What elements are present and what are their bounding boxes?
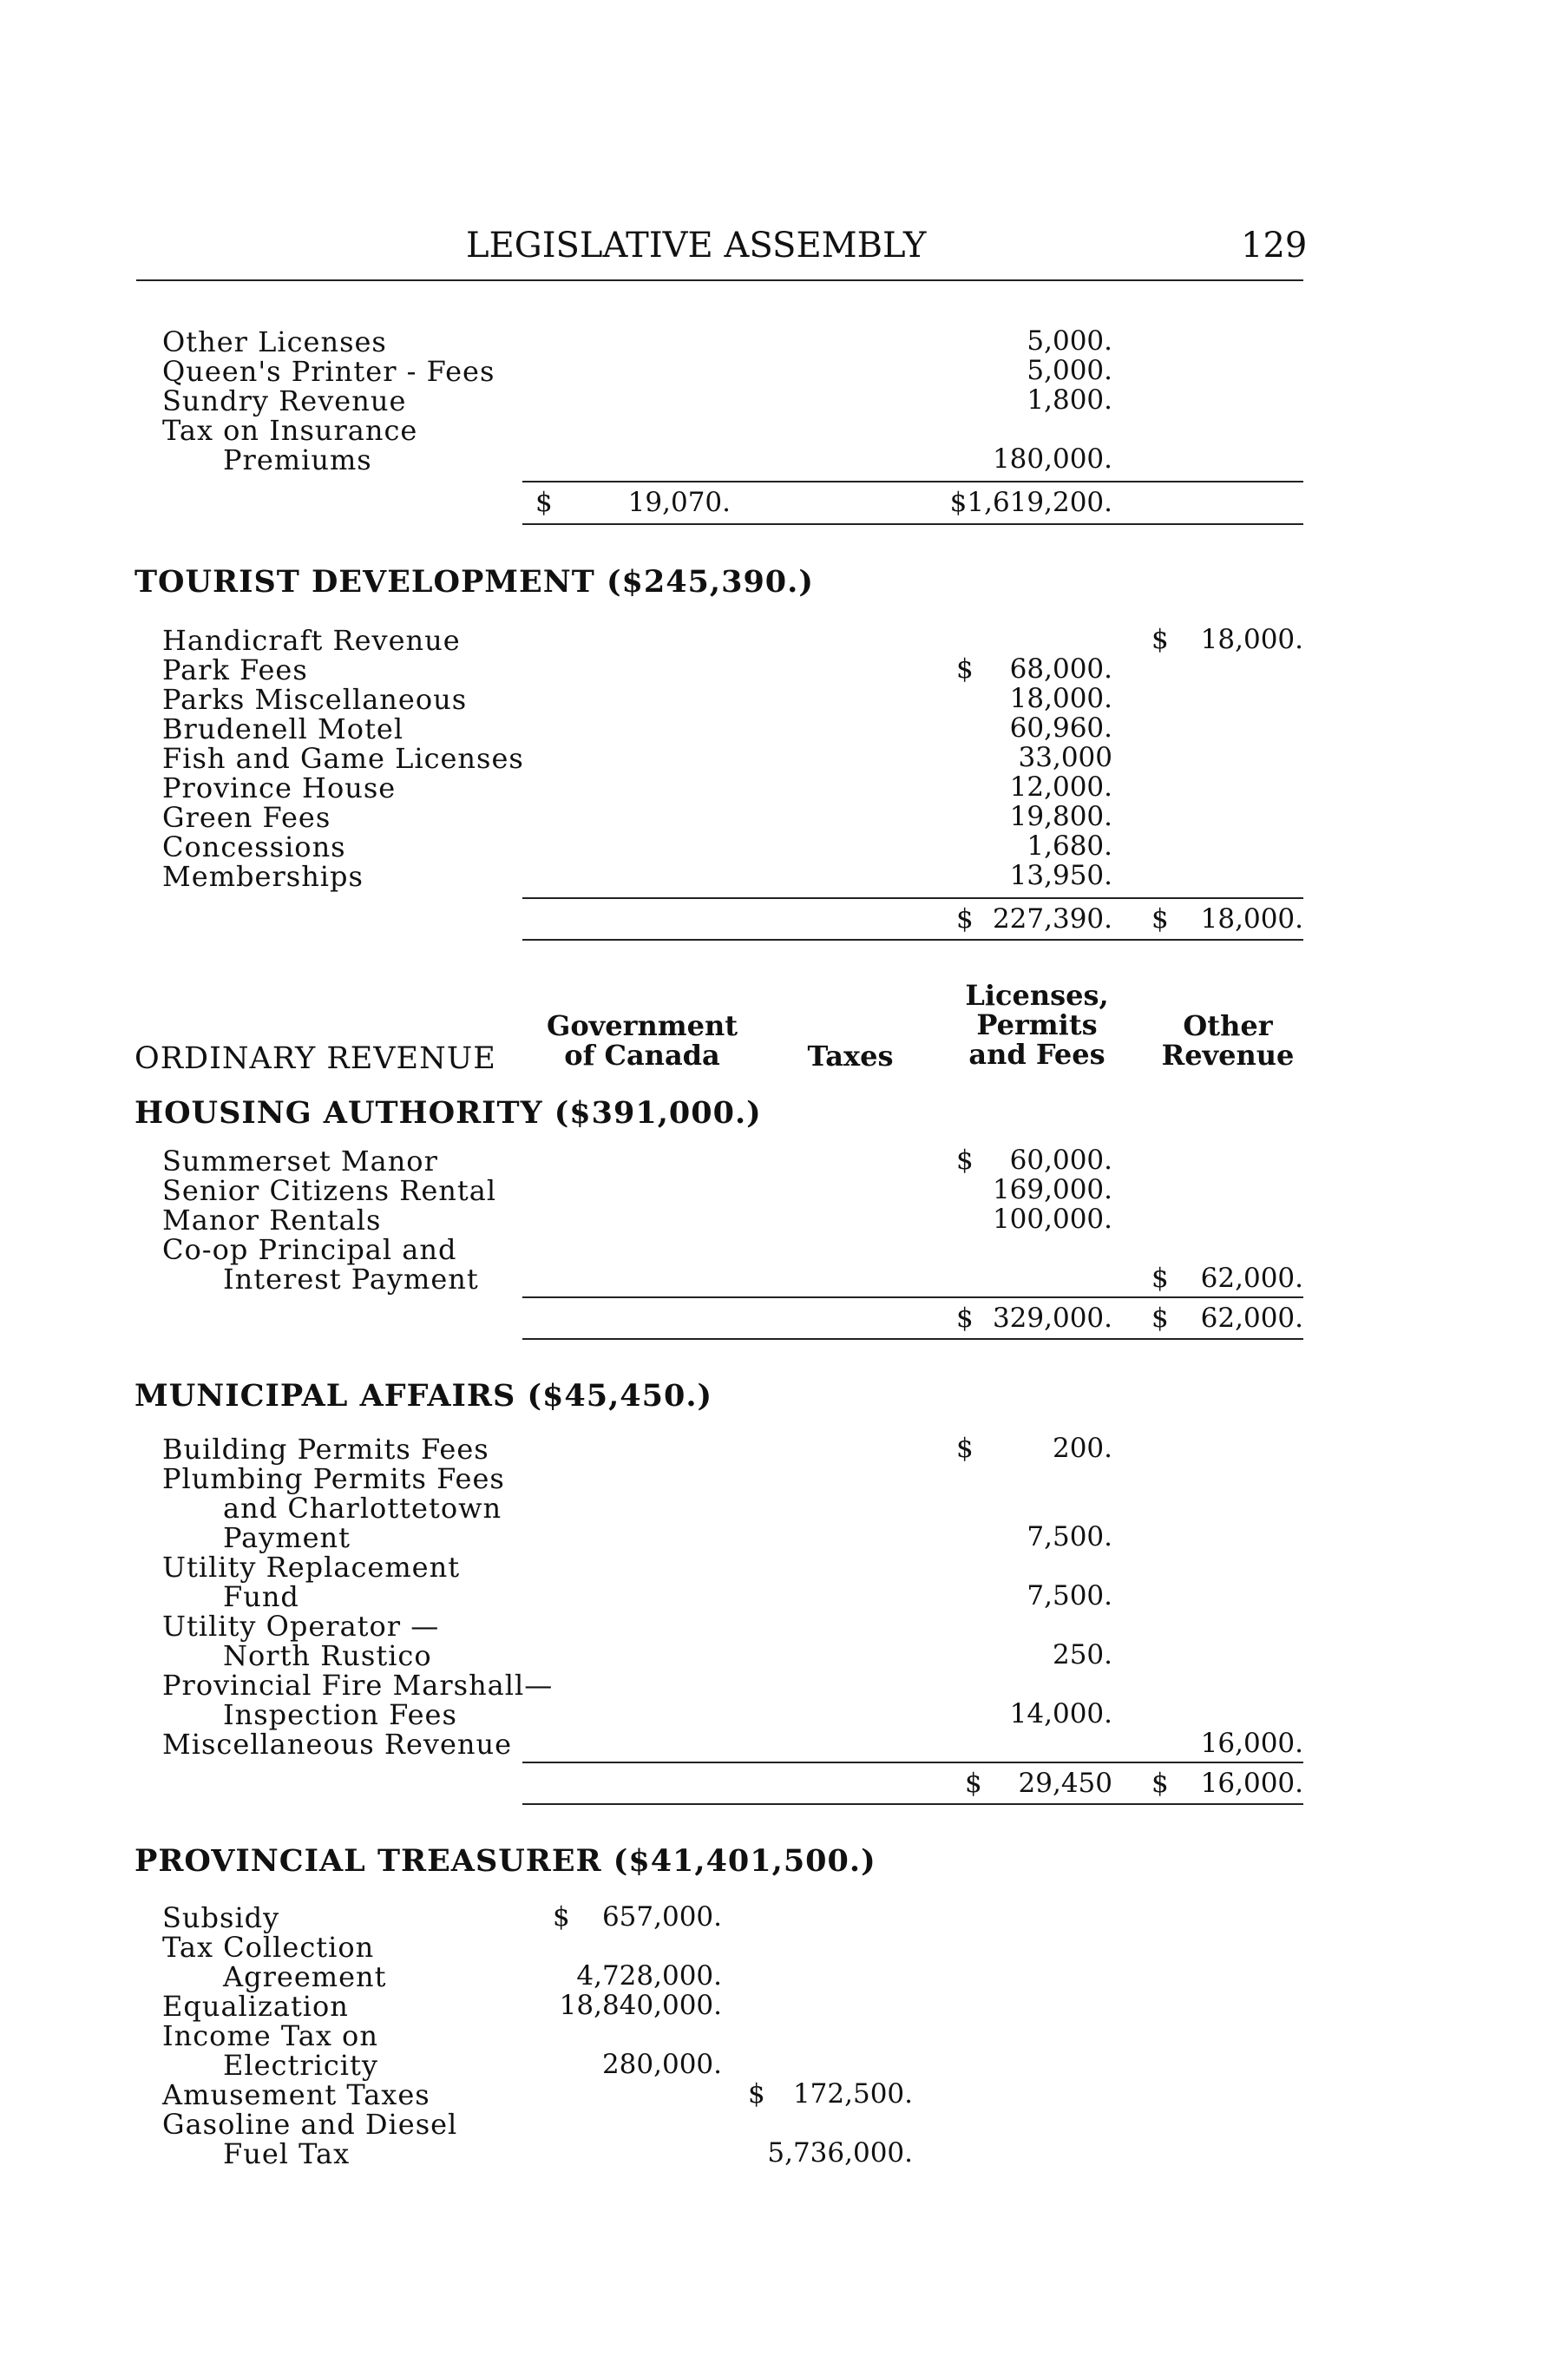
header-rule [136,279,1303,281]
licenses-value: 100,000. [992,1204,1112,1235]
row-label: Payment [223,1521,351,1554]
row-label: Gasoline and Diesel [162,2108,458,2141]
row-label: Tax Collection [162,1931,375,1964]
row-label: Inspection Fees [223,1698,457,1731]
row-label: Other Licenses [162,325,387,358]
row-label: Electricity [223,2049,378,2082]
currency-symbol: $ [956,1145,974,1176]
ordinary-revenue-heading: ORDINARY REVENUE [134,1041,496,1076]
licenses-value: 169,000. [992,1174,1112,1205]
subtotal-rule [522,897,1303,899]
licenses-value: 7,500. [1027,1580,1112,1611]
row-label: Handicraft Revenue [162,624,461,657]
licenses-value: 200. [1052,1433,1112,1464]
licenses-value: 5,000. [1027,355,1112,386]
total-rule [522,1803,1303,1805]
row-label: Manor Rentals [162,1204,382,1237]
row-label: Utility Operator — [162,1610,440,1643]
currency-symbol: $ [1151,624,1169,655]
currency-symbol: $ [956,1303,974,1334]
currency-symbol: $ [553,1901,570,1933]
other-revenue-value: 18,000. [1200,624,1303,655]
licenses-value: 33,000 [1018,742,1112,773]
taxes-value: 172,500. [792,2078,913,2110]
licenses-total: 227,390. [992,903,1112,935]
subtotal-rule [522,1296,1303,1298]
licenses-value: 1,800. [1027,384,1112,416]
row-label: Co-op Principal and [162,1233,457,1266]
row-label: Building Permits Fees [162,1433,489,1466]
row-label: Memberships [162,860,364,893]
row-label: and Charlottetown [223,1492,502,1525]
row-label: Subsidy [162,1901,280,1934]
licenses-value: 19,800. [1009,801,1112,832]
currency-symbol: $ [956,1433,974,1464]
licenses-total: 329,000. [992,1303,1112,1334]
government-value: 18,840,000. [559,1990,722,2021]
row-label: Miscellaneous Revenue [162,1728,513,1761]
currency-symbol: $ [1151,1263,1169,1294]
currency-symbol: $ [1151,903,1169,935]
column-header-government: Government of Canada [547,1009,738,1072]
government-value: 280,000. [601,2049,722,2080]
government-value: 4,728,000. [576,1960,722,1992]
section-title: HOUSING AUTHORITY ($391,000.) [134,1095,762,1131]
government-total: 19,070. [627,487,731,518]
row-label: Brudenell Motel [162,712,404,745]
row-label: Sundry Revenue [162,384,407,417]
row-label: Queen's Printer - Fees [162,355,495,388]
row-label: Utility Replacement [162,1551,461,1584]
total-rule [522,523,1303,525]
currency-symbol: $ [956,653,974,685]
row-label: Park Fees [162,653,308,686]
column-header-taxes: Taxes [807,1040,894,1073]
licenses-total: 29,450 [1018,1768,1112,1799]
row-label: Fund [223,1580,299,1613]
currency-symbol: $ [748,2078,765,2110]
licenses-value: 18,000. [1009,683,1112,714]
section-title: PROVINCIAL TREASURER ($41,401,500.) [134,1843,876,1879]
row-label: Green Fees [162,801,331,834]
other-revenue-total: 62,000. [1200,1303,1303,1334]
other-revenue-value: 16,000. [1200,1728,1303,1759]
row-label: Fish and Game Licenses [162,742,524,775]
licenses-total: $1,619,200. [949,487,1112,518]
row-label: Fuel Tax [223,2137,351,2170]
row-label: Tax on Insurance [162,414,418,447]
total-rule [522,939,1303,941]
page-number: 129 [1241,226,1308,266]
row-label: Interest Payment [223,1263,479,1296]
other-revenue-value: 62,000. [1200,1263,1303,1294]
government-value: 657,000. [601,1901,722,1933]
total-rule [522,1338,1303,1340]
row-label: Senior Citizens Rental [162,1174,497,1207]
licenses-value: 68,000. [1009,653,1112,685]
licenses-value: 5,000. [1027,325,1112,357]
currency-symbol: $ [1151,1303,1169,1334]
currency-symbol: $ [1151,1768,1169,1799]
column-header-licenses: Licenses, Permits and Fees [965,979,1109,1071]
row-label: Agreement [223,1960,387,1993]
licenses-value: 14,000. [1009,1698,1112,1729]
row-label: North Rustico [223,1639,432,1672]
section-title: MUNICIPAL AFFAIRS ($45,450.) [134,1378,713,1414]
row-label: Premiums [223,443,372,476]
row-label: Province House [162,771,397,804]
currency-symbol: $ [956,903,974,935]
licenses-value: 7,500. [1027,1521,1112,1552]
licenses-value: 12,000. [1009,771,1112,803]
licenses-value: 1,680. [1027,830,1112,862]
row-label: Summerset Manor [162,1145,438,1178]
row-label: Provincial Fire Marshall— [162,1669,554,1702]
page-title: LEGISLATIVE ASSEMBLY [466,226,927,266]
other-revenue-total: 18,000. [1200,903,1303,935]
row-label: Parks Miscellaneous [162,683,468,716]
currency-symbol: $ [965,1768,982,1799]
currency-symbol: $ [535,487,553,518]
row-label: Plumbing Permits Fees [162,1462,505,1495]
licenses-value: 180,000. [992,443,1112,475]
row-label: Concessions [162,830,346,863]
section-title: TOURIST DEVELOPMENT ($245,390.) [134,564,814,600]
row-label: Equalization [162,1990,349,2023]
column-header-other: Other Revenue [1161,1009,1295,1072]
licenses-value: 250. [1052,1639,1112,1670]
taxes-value: 5,736,000. [767,2137,913,2169]
subtotal-rule [522,481,1303,482]
row-label: Amusement Taxes [162,2078,430,2111]
row-label: Income Tax on [162,2019,378,2052]
licenses-value: 60,960. [1009,712,1112,744]
licenses-value: 13,950. [1009,860,1112,891]
subtotal-rule [522,1762,1303,1763]
other-revenue-total: 16,000. [1200,1768,1303,1799]
licenses-value: 60,000. [1009,1145,1112,1176]
